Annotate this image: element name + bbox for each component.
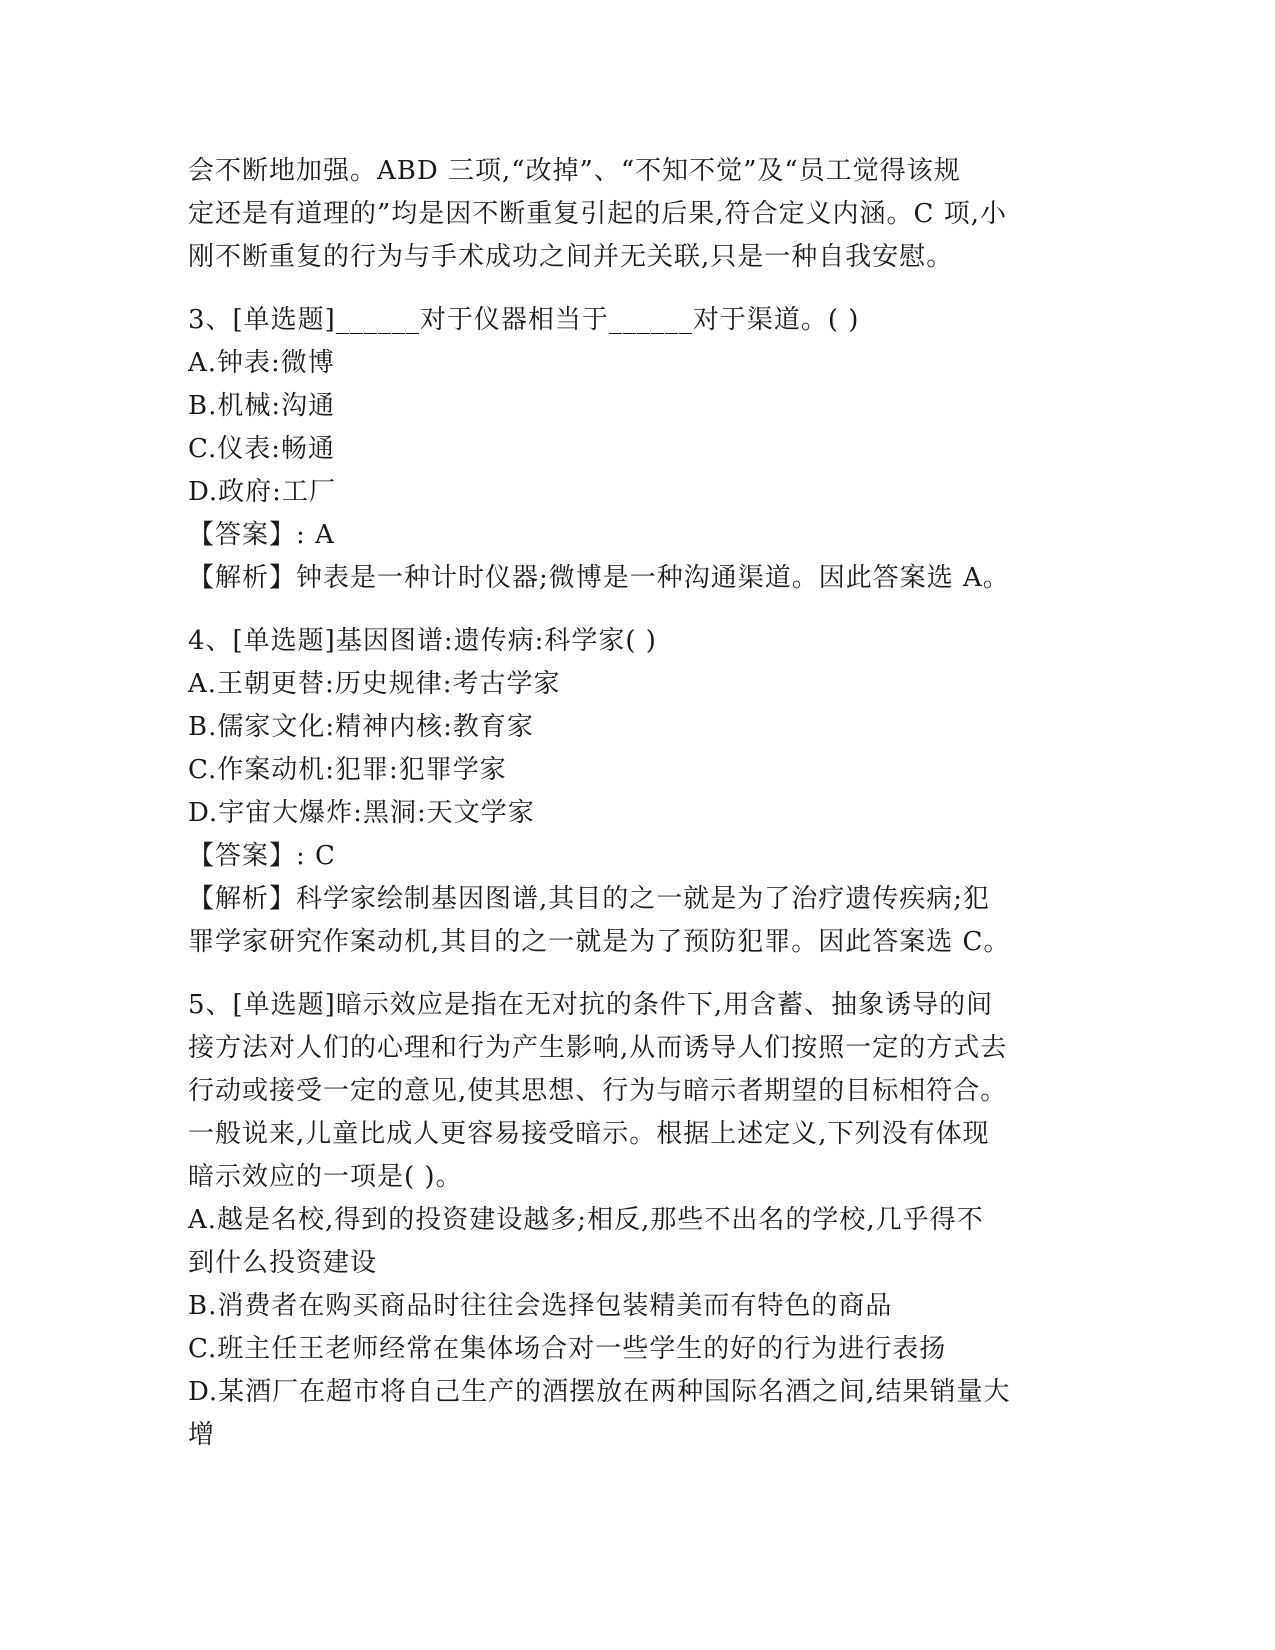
question-stem: 3、[单选题]______对于仪器相当于______对于渠道。( ) — [188, 305, 860, 335]
question-4 — [188, 620, 1088, 964]
option-c: C.仪表:畅通 — [188, 434, 335, 464]
analysis: 【解析】钟表是一种计时仪器;微博是一种沟通渠道。因此答案选 A。 — [188, 563, 1010, 593]
question-5 — [188, 984, 1088, 1457]
option-a: 到什么投资建设 — [188, 1248, 378, 1278]
option-a: A.王朝更替:历史规律:考古学家 — [188, 669, 561, 699]
question-stem: 4、[单选题]基因图谱:遗传病:科学家( ) — [188, 626, 657, 656]
option-a: A.钟表:微博 — [188, 348, 335, 378]
option-b: B.儒家文化:精神内核:教育家 — [188, 712, 534, 742]
question-stem: 暗示效应的一项是( )。 — [188, 1162, 463, 1192]
question-stem: 接方法对人们的心理和行为产生影响,从而诱导人们按照一定的方式去 — [188, 1033, 1008, 1063]
question-3 — [188, 299, 1088, 600]
answer: 【答案】: A — [188, 520, 335, 550]
text-line: 定还是有道理的”均是因不断重复引起的后果,符合定义内涵。C 项,小 — [188, 199, 1007, 229]
answer: 【答案】: C — [188, 841, 336, 871]
question-stem: 5、[单选题]暗示效应是指在无对抗的条件下,用含蓄、抽象诱导的间 — [188, 990, 994, 1020]
option-a: A.越是名校,得到的投资建设越多;相反,那些不出名的学校,几乎得不 — [188, 1205, 984, 1235]
option-b: B.机械:沟通 — [188, 391, 336, 421]
option-c: C.班主任王老师经常在集体场合对一些学生的好的行为进行表扬 — [188, 1334, 947, 1364]
text-line: 会不断地加强。ABD 三项,“改掉”、“不知不觉”及“员工觉得该规 — [188, 156, 961, 186]
option-d: D.宇宙大爆炸:黑洞:天文学家 — [188, 798, 535, 828]
analysis: 罪学家研究作案动机,其目的之一就是为了预防犯罪。因此答案选 C。 — [188, 927, 1011, 957]
option-d: D.某酒厂在超市将自己生产的酒摆放在两种国际名酒之间,结果销量大 — [188, 1377, 1011, 1407]
option-d: D.政府:工厂 — [188, 477, 336, 507]
question-stem: 行动或接受一定的意见,使其思想、行为与暗示者期望的目标相符合。 — [188, 1076, 1008, 1106]
option-c: C.作案动机:犯罪:犯罪学家 — [188, 755, 507, 785]
analysis: 【解析】科学家绘制基因图谱,其目的之一就是为了治疗遗传疾病;犯 — [188, 884, 991, 914]
question-stem: 一般说来,儿童比成人更容易接受暗示。根据上述定义,下列没有体现 — [188, 1119, 990, 1149]
intro-paragraph — [188, 150, 1088, 279]
text-line: 刚不断重复的行为与手术成功之间并无关联,只是一种自我安慰。 — [188, 242, 954, 272]
option-b: B.消费者在购买商品时往往会选择包装精美而有特色的商品 — [188, 1291, 893, 1321]
option-d: 增 — [188, 1420, 216, 1450]
document-page — [188, 150, 1088, 1457]
